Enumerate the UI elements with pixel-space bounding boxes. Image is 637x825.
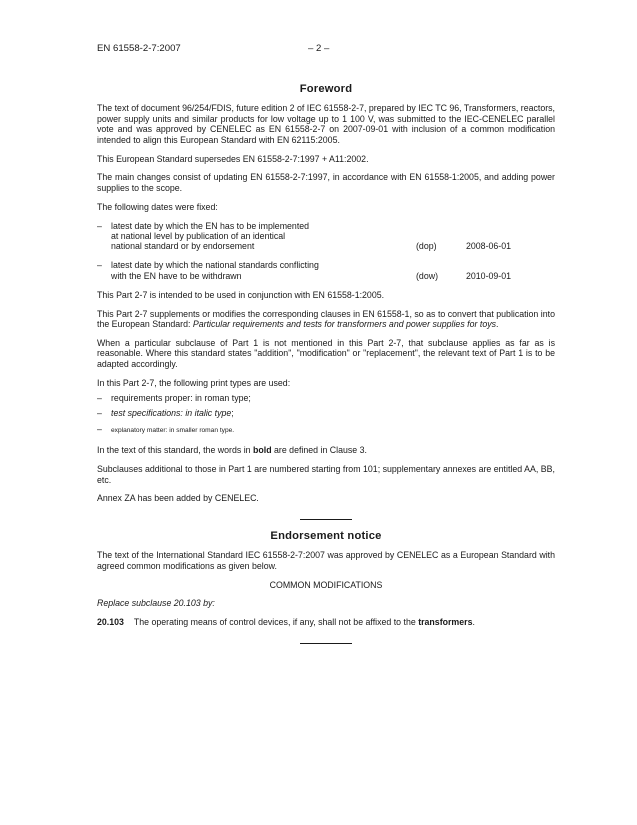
date-item-dop (97, 221, 555, 252)
section-divider (97, 512, 555, 522)
foreword-paragraph-7: When a particular subclause of Part 1 is not mentioned in this Part 2-7, that subclause applies as far as is reasonable. Where this standard states "addition", "modification" or "replacement", the relevant text of Part 1 is to be adapted accordingly. (97, 337, 555, 369)
date-line: with the EN have to be withdrawn (111, 270, 242, 281)
foreword-paragraph-8: In this Part 2-7, the following print types are used: (97, 377, 291, 388)
list-dash: – (97, 393, 102, 404)
date-item-dow (97, 260, 555, 281)
list-dash: – (97, 220, 102, 231)
endorsement-paragraph: The text of the International Standard IEC 61558-2-7:2007 was approved by CENELEC as a European Standard with agreed common modifications as given below. (97, 550, 555, 571)
date-description (111, 260, 401, 281)
header-doc-id: EN 61558-2-7:2007 (97, 43, 181, 54)
foreword-paragraph-2: This European Standard supersedes EN 61558-2-7:1997 + A11:2002. (97, 153, 369, 164)
print-type-text: requirements proper: in roman type; (111, 393, 251, 404)
date-row (111, 260, 555, 281)
date-description (111, 221, 401, 252)
foreword-paragraph-10: Subclauses additional to those in Part 1 are numbered starting from 101; supplementary annexes are entitled AA, BB, etc. (97, 464, 555, 485)
section-divider (97, 636, 555, 646)
date-code: (dow) (416, 270, 438, 281)
foreword-paragraph-9 (97, 445, 555, 455)
endorsement-title: Endorsement notice (270, 529, 382, 542)
italic-title: Particular requirements and tests for transformers and power supplies for toys (192, 319, 497, 329)
foreword-paragraph-3: The main changes consist of updating EN 61558-2-7:1997, in accordance with EN 61558-1:2005, and adding power supplies to the scope. (97, 172, 555, 193)
common-modifications-heading: COMMON MODIFICATIONS (269, 579, 383, 590)
print-type-item (97, 393, 555, 403)
date-line: latest date by which the EN has to be implemented (111, 220, 310, 231)
page-content (97, 84, 555, 655)
list-dash: – (97, 423, 102, 434)
date-line: latest date by which the national standards conflicting (111, 260, 319, 271)
list-dash: – (97, 260, 102, 271)
print-type-item (97, 424, 555, 436)
foreword-paragraph-1: The text of document 96/254/FDIS, future edition 2 of IEC 61558-2-7, prepared by IEC TC 96, Transformers, reactors, power supply units and similar products for low voltage up to 1 100 V, was submitted to the IEC-CENELEC parallel vote and was approved by CENELEC as EN 61558-2-7 on 2007-09-01 with inclusion of a common modification intended to align this European Standard with EN 62115:2005. (97, 103, 555, 145)
foreword-paragraph-4: The following dates were fixed: (97, 201, 218, 212)
print-type-item (97, 408, 555, 418)
text-run: In the text of this standard, the words in (97, 445, 253, 456)
print-type-text: test specifications: in italic type (111, 408, 232, 419)
clause-number: 20.103 (97, 617, 124, 628)
bold-word: transformers (418, 617, 473, 628)
date-value: 2010-09-01 (466, 270, 511, 281)
foreword-title: Foreword (299, 83, 353, 95)
clause-20-103 (97, 617, 555, 627)
date-line: at national level by publication of an identical (111, 231, 286, 242)
date-line: national standard or by endorsement (111, 241, 255, 252)
replace-instruction: Replace subclause 20.103 by: (97, 598, 215, 609)
header-page-number: – 2 – (308, 43, 330, 54)
text-run: ; (231, 408, 234, 419)
bold-word: bold (253, 445, 272, 456)
print-type-text: explanatory matter: in smaller roman type. (111, 426, 235, 434)
foreword-paragraph-5: This Part 2-7 is intended to be used in conjunction with EN 61558-1:2005. (97, 289, 385, 300)
list-dash: – (97, 408, 102, 419)
foreword-paragraph-11: Annex ZA has been added by CENELEC. (97, 493, 259, 504)
date-value: 2008-06-01 (466, 241, 511, 252)
text-run: . (472, 617, 475, 628)
date-row (111, 221, 555, 252)
text-run: The operating means of control devices, if any, shall not be affixed to the (133, 617, 419, 628)
text-run: are defined in Clause 3. (271, 445, 367, 456)
date-code: (dop) (416, 241, 437, 252)
text-run: . (496, 319, 499, 329)
text-run: This Part 2-7 supplements or modifies the corresponding clauses in EN 61558-1, so as to convert that publication into the European Standard: (97, 308, 555, 329)
foreword-paragraph-6 (97, 309, 555, 330)
